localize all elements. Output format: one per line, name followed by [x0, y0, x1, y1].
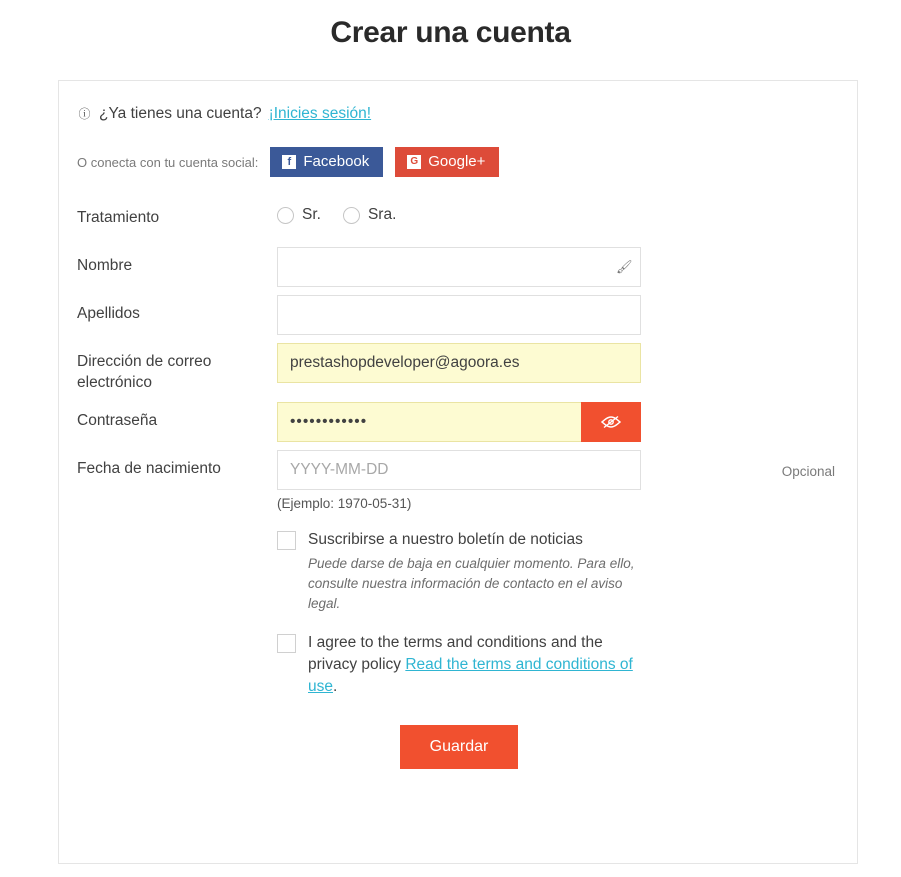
terms-text-end: .	[333, 677, 338, 695]
birthday-row	[77, 450, 835, 511]
facebook-login-button[interactable]	[270, 147, 383, 177]
birthday-hint: (Ejemplo: 1970-05-31)	[277, 495, 412, 511]
firstname-input[interactable]	[277, 247, 641, 287]
email-input[interactable]	[277, 343, 641, 383]
existing-account-question: ¿Ya tienes una cuenta?	[99, 105, 262, 122]
radio-dot-mr-icon[interactable]	[277, 207, 294, 224]
radio-dot-mrs-icon[interactable]	[343, 207, 360, 224]
radio-title-mrs[interactable]	[343, 206, 396, 224]
registration-card	[58, 80, 858, 864]
save-button[interactable]: Guardar	[400, 725, 519, 769]
question-mark-icon: ⓘ	[78, 106, 91, 121]
radio-title-mr[interactable]	[277, 206, 321, 224]
birthday-label: Fecha de nacimiento	[77, 459, 221, 477]
page-title: Crear una cuenta	[330, 16, 571, 49]
newsletter-checkbox[interactable]	[277, 531, 296, 550]
lastname-row	[77, 295, 835, 335]
facebook-icon: f	[282, 155, 296, 169]
password-input[interactable]	[277, 402, 581, 442]
facebook-label: Facebook	[303, 153, 370, 170]
social-login-label: O conecta con tu cuenta social:	[77, 154, 259, 170]
newsletter-row	[277, 529, 649, 614]
firstname-label: Nombre	[77, 257, 133, 274]
birthday-input[interactable]	[277, 450, 641, 490]
login-link[interactable]: ¡Inicies sesión!	[268, 105, 372, 122]
google-plus-icon: G	[407, 155, 421, 169]
title-row	[77, 199, 835, 239]
title-label: Tratamiento	[77, 209, 160, 226]
terms-checkbox[interactable]	[277, 634, 296, 653]
submit-row	[277, 725, 641, 769]
lastname-label: Apellidos	[77, 305, 140, 322]
radio-title-mr-label: Sr.	[302, 206, 321, 223]
social-login-row	[77, 147, 835, 177]
terms-text: I agree to the terms and conditions and the privacy policy	[308, 634, 603, 673]
registration-form	[77, 199, 835, 769]
eye-slash-icon	[601, 415, 621, 429]
email-row	[77, 343, 835, 394]
password-row	[77, 402, 835, 442]
password-visibility-toggle[interactable]	[581, 402, 641, 442]
newsletter-label: Suscribirse a nuestro boletín de noticias	[308, 530, 583, 548]
google-label: Google+	[428, 153, 486, 170]
terms-link[interactable]: Read the terms and conditions of use	[308, 655, 633, 695]
newsletter-sub-label: Puede darse de baja en cualquier momento. Para ello, consulte nuestra información de contacto en el aviso legal.	[308, 555, 635, 612]
existing-account-row	[77, 105, 835, 123]
id-card-icon: 🖌	[616, 259, 633, 274]
email-label: Dirección de correo electrónico	[77, 353, 212, 391]
birthday-optional-note: Opcional	[781, 463, 835, 479]
password-label: Contraseña	[77, 411, 158, 429]
lastname-input[interactable]	[277, 295, 641, 335]
firstname-row	[77, 247, 835, 287]
google-login-button[interactable]	[395, 147, 499, 177]
terms-row	[277, 632, 649, 697]
radio-title-mrs-label: Sra.	[367, 206, 397, 223]
